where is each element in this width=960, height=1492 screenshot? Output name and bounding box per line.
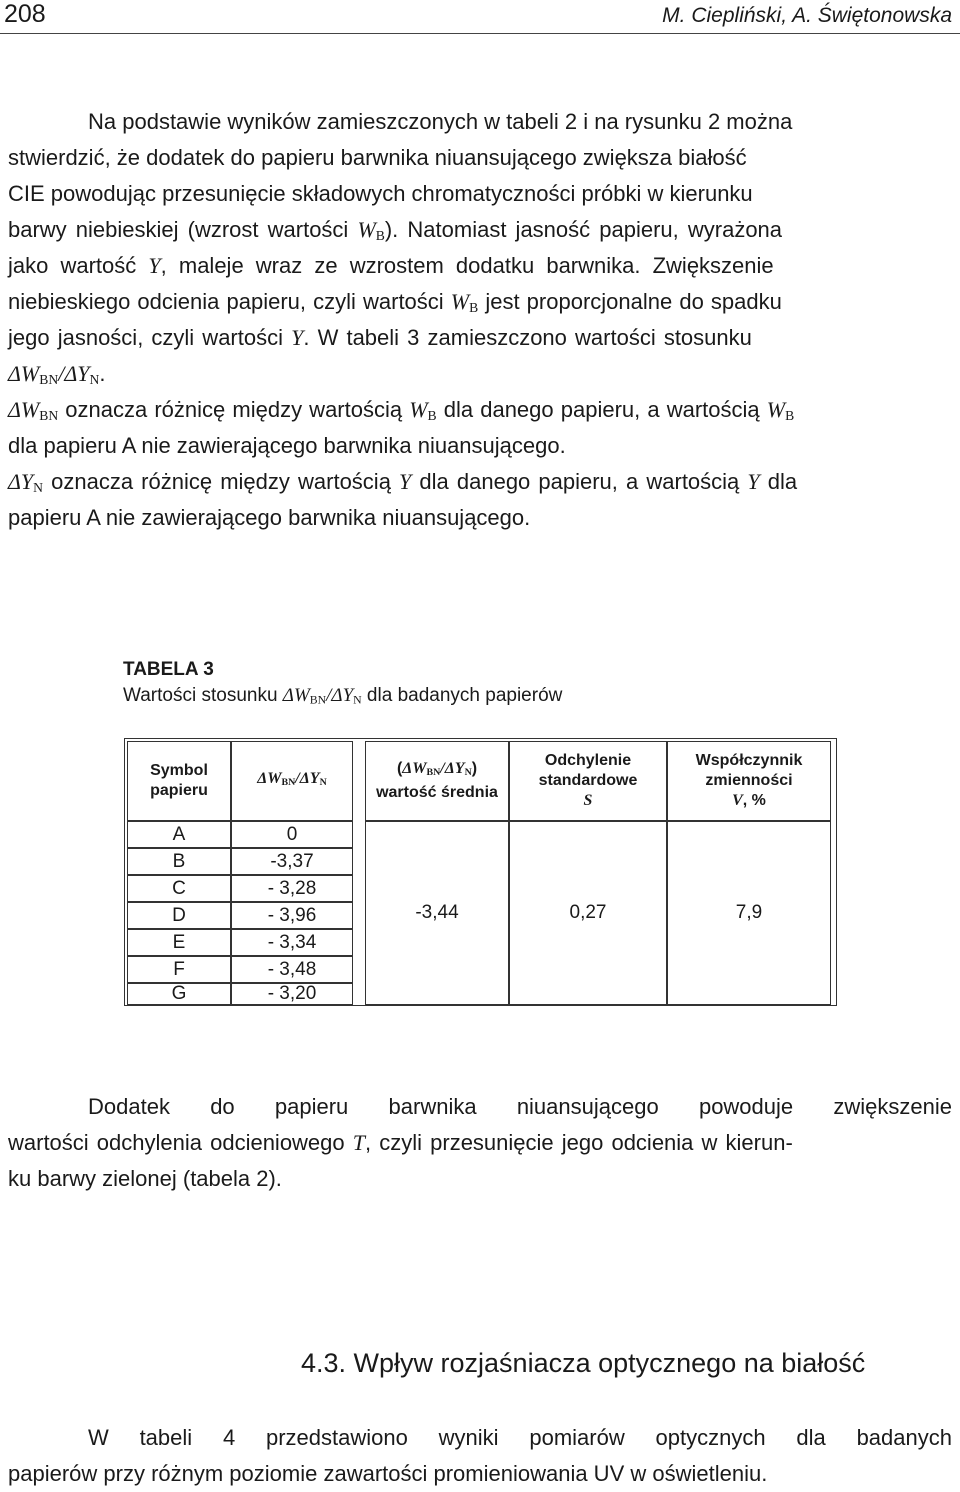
paragraph-line (8, 176, 952, 212)
symbol-v: V (732, 792, 743, 809)
text-run: powoduje (698, 1094, 794, 1119)
symbol-w: W (357, 217, 376, 242)
header-text: Współczynnik (695, 752, 803, 769)
text-run: CIE powodując przesunięcie składowych chromatyczności próbki w kierunku (8, 181, 753, 206)
symbol-y: Y (20, 469, 34, 494)
cell-value: - 3,48 (231, 956, 353, 983)
symbol-t: T (352, 1130, 366, 1155)
delta-symbol: Δ (402, 759, 413, 777)
text-run: papierów przy różnym poziomie zawartości promieniowania UV w oświetleniu. (8, 1461, 768, 1486)
subscript-n: N (464, 767, 472, 779)
subscript-n: N (89, 372, 100, 387)
paragraph-line (8, 248, 952, 284)
header-text: papieru (150, 782, 208, 799)
symbol-w: W (20, 361, 40, 386)
text-run: zwiększenie (833, 1094, 952, 1119)
text-run: pomiarów (529, 1425, 625, 1450)
text-run: badanych (856, 1425, 952, 1450)
paragraph-line (8, 1456, 952, 1492)
symbol-y: Y (342, 685, 354, 706)
paragraph-table4-intro (8, 1420, 952, 1492)
paragraph-definition-w (8, 392, 952, 464)
delta-symbol: Δ (331, 685, 343, 706)
header-rule (0, 33, 960, 34)
text-run: papieru A nie zawierającego barwnika niuansującego. (8, 505, 531, 530)
cell-symbol: D (127, 902, 231, 929)
subscript-bn: BN (309, 693, 327, 707)
delta-symbol: Δ (8, 361, 21, 386)
text-run: Dodatek (88, 1094, 170, 1119)
text-run: przedstawiono (266, 1425, 408, 1450)
slash: / (295, 769, 300, 787)
header-text: Symbol (150, 762, 208, 779)
text-run: do (210, 1094, 235, 1119)
symbol-w: W (20, 397, 40, 422)
subscript-n: N (353, 693, 362, 707)
header-mean (365, 741, 509, 821)
cell-std: 0,27 (509, 821, 667, 1005)
symbol-w: W (450, 289, 470, 314)
header-cv (667, 741, 831, 821)
text-run: optycznych (655, 1425, 766, 1450)
text-run: tabeli (139, 1425, 193, 1450)
cell-value: 0 (231, 821, 353, 848)
paragraph-line (8, 1125, 952, 1161)
subscript-b: B (427, 408, 437, 423)
table-label: TABELA 3 (123, 659, 214, 680)
cell-value: - 3,34 (231, 929, 353, 956)
subscript-b: B (469, 300, 479, 315)
delta-symbol: Δ (8, 397, 21, 422)
subscript-b: B (375, 228, 385, 243)
paren-close: ) (471, 759, 478, 777)
text-run: wyniki (438, 1425, 499, 1450)
cell-value: -3,37 (231, 848, 353, 875)
subscript-bn: BN (39, 408, 59, 423)
header-std (509, 741, 667, 821)
header-text: standardowe (538, 772, 638, 789)
symbol-w: W (293, 685, 310, 706)
text-run: stwierdzić, że dodatek do papieru barwnika niuansującego zwiększa białość (8, 145, 747, 170)
text-run: , czyli przesunięcie jego odcienia w kierun- (365, 1130, 793, 1155)
text-run: niebieskiego odcienia papieru, czyli wartości (8, 289, 451, 314)
text-run: jego jasności, czyli wartości (8, 325, 292, 350)
text-run: dla badanych papierów (361, 685, 563, 706)
text-run: W (88, 1425, 109, 1450)
text-run: dla danego papieru, a wartością (436, 397, 767, 422)
paragraph-line (8, 1089, 952, 1125)
cell-symbol: C (127, 875, 231, 902)
text-run: barwnika (388, 1094, 477, 1119)
cell-symbol: E (127, 929, 231, 956)
paragraph-hue-shift (8, 1089, 952, 1197)
paragraph-line (8, 104, 952, 140)
header-ratio (231, 741, 353, 821)
text-run: niuansującego (516, 1094, 659, 1119)
header-text: wartość średnia (376, 784, 498, 802)
results-table (124, 738, 837, 1006)
paragraph-definition-y (8, 464, 952, 536)
cell-symbol: B (127, 848, 231, 875)
text-run: . W tabeli 3 zamieszczono wartości stosunku (303, 325, 752, 350)
paren-open: ( (396, 759, 403, 777)
subscript-n: N (319, 777, 327, 789)
text-run: 4 (222, 1425, 236, 1450)
slash: / (440, 759, 445, 777)
text-run: dla (759, 469, 798, 494)
delta-symbol: Δ (282, 685, 294, 706)
symbol-y: Y (291, 325, 304, 350)
text-run: , maleje wraz ze wzrostem dodatku barwnika. Zwiększenie (160, 253, 774, 278)
text-run: . (99, 361, 106, 386)
paragraph-line (8, 320, 952, 356)
paragraph-line (8, 356, 952, 392)
delta-symbol: Δ (444, 759, 455, 777)
paragraph-line (8, 1161, 952, 1197)
subscript-b: B (785, 408, 795, 423)
cell-cv: 7,9 (667, 821, 831, 1005)
cell-mean: -3,44 (365, 821, 509, 1005)
text-run: oznacza różnicę między wartością (58, 397, 410, 422)
text-run: dla (796, 1425, 826, 1450)
symbol-y: Y (77, 361, 90, 386)
cell-symbol: A (127, 821, 231, 848)
symbol-y: Y (747, 469, 760, 494)
paragraph-line (8, 212, 952, 248)
symbol-y: Y (309, 769, 320, 787)
paragraph-line (8, 392, 952, 428)
paragraph-line (8, 140, 952, 176)
symbol-s: S (583, 792, 593, 809)
text-run: ). Natomiast jasność papieru, wyrażona (384, 217, 783, 242)
text-run: papieru (274, 1094, 349, 1119)
text-run: barwy niebieskiej (wzrost wartości (8, 217, 358, 242)
symbol-w: W (409, 397, 428, 422)
table-caption (123, 685, 562, 708)
cell-value: - 3,28 (231, 875, 353, 902)
text-run: Na podstawie wyników zamieszczonych w tabeli 2 i na rysunku 2 można (88, 109, 793, 134)
header-text: zmienności (705, 772, 793, 789)
paragraph-line (8, 500, 952, 536)
symbol-y: Y (148, 253, 161, 278)
text-run: oznacza różnicę między wartością (43, 469, 400, 494)
delta-symbol: Δ (8, 469, 21, 494)
slash: / (326, 685, 332, 706)
subscript-n: N (33, 480, 44, 495)
text-run: dla papieru A nie zawierającego barwnika niuansującego. (8, 433, 566, 458)
cell-value: - 3,96 (231, 902, 353, 929)
header-text: , % (742, 792, 766, 809)
text-run: ku barwy zielonej (tabela 2). (8, 1166, 282, 1191)
symbol-w: W (766, 397, 786, 422)
symbol-y: Y (454, 759, 465, 777)
section-heading: 4.3. Wpływ rozjaśniacza optycznego na białość (301, 1348, 866, 1378)
paragraph-line (8, 1420, 952, 1456)
symbol-y: Y (399, 469, 412, 494)
symbol-w: W (267, 769, 282, 787)
text-run: jest proporcjonalne do spadku (478, 289, 782, 314)
paragraph-results (8, 104, 952, 392)
cell-value: - 3,20 (231, 983, 353, 1005)
cell-symbol: G (127, 983, 231, 1005)
subscript-bn: BN (281, 777, 296, 789)
slash: / (58, 361, 65, 386)
header-symbol (127, 741, 231, 821)
cell-symbol: F (127, 956, 231, 983)
text-run: jako wartość (8, 253, 149, 278)
page-number: 208 (4, 0, 46, 28)
text-run: Wartości stosunku (123, 685, 283, 706)
delta-symbol: Δ (64, 361, 78, 386)
paragraph-line (8, 428, 952, 464)
running-head: M. Ciepliński, A. Świętonowska (662, 4, 952, 27)
delta-symbol: Δ (257, 769, 268, 787)
paragraph-line (8, 284, 952, 320)
subscript-bn: BN (426, 767, 441, 779)
delta-symbol: Δ (299, 769, 310, 787)
paragraph-line (8, 464, 952, 500)
subscript-bn: BN (39, 372, 59, 387)
symbol-w: W (412, 759, 427, 777)
text-run: wartości odchylenia odcieniowego (8, 1130, 353, 1155)
header-text: Odchylenie (544, 752, 632, 769)
text-run: dla danego papieru, a wartością (411, 469, 748, 494)
